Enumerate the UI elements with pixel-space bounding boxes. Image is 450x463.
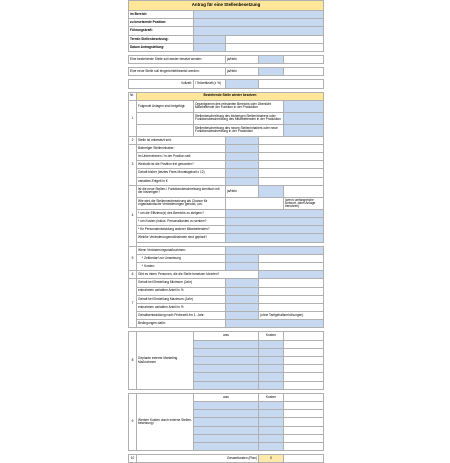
form-table <box>128 0 324 463</box>
row-input[interactable] <box>226 303 259 311</box>
total-label: Gesamtkosten (Plan) <box>137 455 259 463</box>
row-label: Gehalt bei Einstellung Minimum (Jahr) <box>137 279 226 287</box>
row-label: Welche Veränderungsmaßnahmen sind geplant? <box>137 234 226 242</box>
row-answer[interactable]: ja/Nein <box>226 185 259 197</box>
cost-amount-input[interactable] <box>259 410 284 418</box>
form-row <box>129 197 324 209</box>
field-row-fuehrungskraft <box>129 27 324 35</box>
row-input[interactable] <box>226 177 259 185</box>
cost-amount-input[interactable] <box>259 381 284 389</box>
cost-col-what: was <box>194 393 259 401</box>
row-label: Gehalt bisher (letztes Fixes Monatsgehalt x 12) <box>137 169 226 177</box>
choice-row-existing <box>129 55 324 63</box>
field-label: Führungskraft: <box>129 27 194 35</box>
row-number: 1 <box>129 100 137 136</box>
row-label: Folgende Anlagen sind beigefügt: <box>137 100 194 112</box>
row-input[interactable] <box>226 226 324 234</box>
row-input[interactable] <box>226 287 259 295</box>
teilzeit-input[interactable] <box>226 80 259 88</box>
attachment-checkbox[interactable] <box>284 100 324 112</box>
row-label: * für Personalentwicklung anderer Mitarbeitenden? <box>137 226 226 234</box>
form-row <box>129 303 324 311</box>
row-label: Ist die neue Stellen-/ Funktionsbeschreibung identisch mit der bisherigen? <box>137 185 226 197</box>
row-input[interactable] <box>226 161 259 169</box>
form-row <box>129 254 324 262</box>
row-label: entnahmen variablen Anteil in % <box>137 303 226 311</box>
row-label: Stelle ist unbesetzt seit: <box>137 136 226 144</box>
attachment-option: Organigramm des relevanten Bereichs oder Übersicht Mitarbeitende der Funktion in der Produktion <box>194 100 284 112</box>
cost-block-header: 9 Werben Kosten durch externe Stellen-besetzung! was Kosten <box>129 393 324 401</box>
row-label: im Unternehmen / in der Position seit: <box>137 153 226 161</box>
field-label: zu besetzende Position: <box>129 19 194 27</box>
field-input-bereich[interactable] <box>194 11 324 19</box>
form-row <box>129 161 324 169</box>
cost-amount-input[interactable] <box>259 401 284 409</box>
cost-what-input[interactable] <box>194 442 259 450</box>
row-input[interactable] <box>226 279 259 287</box>
form-row: 7 Gehalt bei Einstellung Minimum (Jahr) <box>129 279 324 287</box>
choice-row-new <box>129 68 324 76</box>
row-input[interactable] <box>226 209 324 217</box>
row-input[interactable] <box>226 218 324 226</box>
choice-answer[interactable]: ja/Nein <box>226 68 259 76</box>
row-label: Wenn Veränderungsmaßnahmen: <box>137 246 226 254</box>
cost-col-cost: Kosten <box>259 393 284 401</box>
row-label: Gehaltsentwicklung nach Probezeit /im 1. Jahr: <box>137 312 226 320</box>
cost-amount-input[interactable] <box>259 348 284 356</box>
cost-col-what: was <box>194 332 259 340</box>
attachments-row-1 <box>129 100 324 112</box>
attachment-checkbox[interactable] <box>284 112 324 124</box>
teilzeit-label: / Teilzeitkraft (x %) <box>194 80 226 88</box>
row-input[interactable] <box>226 169 259 177</box>
row-input[interactable] <box>226 153 259 161</box>
nr-header: Nr. <box>129 92 137 100</box>
form-row <box>129 226 324 234</box>
form-row <box>129 295 324 303</box>
cost-amount-input[interactable] <box>259 340 284 348</box>
cost-what-input[interactable] <box>194 340 259 348</box>
field-label: Termin Stellenbesetzung: <box>129 35 194 43</box>
form-row <box>129 234 324 242</box>
row-input[interactable] <box>226 295 259 303</box>
form-row <box>129 262 324 270</box>
cost-what-input[interactable] <box>194 381 259 389</box>
field-input-termin[interactable] <box>194 35 226 43</box>
row-input[interactable] <box>226 262 259 270</box>
row-input[interactable] <box>226 312 259 320</box>
cost-amount-input[interactable] <box>259 365 284 373</box>
row-input[interactable] <box>226 320 324 328</box>
cost-col-cost: Kosten <box>259 332 284 340</box>
row-input[interactable] <box>226 144 259 152</box>
cost-amount-input[interactable] <box>259 442 284 450</box>
cost-block-label: Werben Kosten durch externe Stellen-besetzung! <box>137 393 194 450</box>
row-label: Gehalt bei Einstellung Maximum (Jahr) <box>137 295 226 303</box>
row-label: Gibt es intern Personen, die die Stelle besetzen könnten? <box>137 271 259 279</box>
form-row: 5 Wenn Veränderungsmaßnahmen: <box>129 246 324 254</box>
form-row: 3 Bisheriger Stelleninhaber: <box>129 144 324 152</box>
form-row: 6 Gibt es intern Personen, die die Stelle besetzen könnten? <box>129 271 324 279</box>
form-row <box>129 218 324 226</box>
field-label: Datum Antragstellung: <box>129 43 194 51</box>
section-title: Bestehende Stelle wieder besetzen <box>137 92 324 100</box>
field-row-termin <box>129 35 324 43</box>
cost-what-input[interactable] <box>194 418 259 426</box>
row-label: * um Kosten (inklus. Personalkosten zu senken? <box>137 218 226 226</box>
form-row <box>129 287 324 295</box>
total-row: 10 Gesamtkosten (Plan) 0 <box>129 455 324 463</box>
cost-amount-input[interactable] <box>259 357 284 365</box>
cost-what-input[interactable] <box>194 401 259 409</box>
cost-what-input[interactable] <box>194 365 259 373</box>
application-form-sheet <box>128 0 323 461</box>
attachment-option: Stellenbeschreibung des neuen Stelleninhabers oder neue Funktionsbeschreibung in der Produktion <box>194 124 284 136</box>
form-row: 4 Ist die neue Stellen-/ Funktionsbeschreibung identisch mit der bisherigen? ja/Nein <box>129 185 324 197</box>
row-input[interactable] <box>226 234 324 242</box>
row-label: Bedingungen dafür: <box>137 320 226 328</box>
row-label: entnahmen variablen Anteil in % <box>137 287 226 295</box>
row-label: variables Entgelt in € <box>137 177 226 185</box>
form-row <box>129 320 324 328</box>
row-label: * Kosten: <box>137 262 226 270</box>
choice-label: Eine bestehende Stelle soll wieder besetzt werden: <box>129 55 226 63</box>
field-input-datum[interactable] <box>194 43 226 51</box>
attachment-option: Stellenbeschreibung des bisherigen Stelleninhabers oder Funktionsbeschreibung des Mitarbeitenden in der Produktion <box>194 112 284 124</box>
vollzeit-row <box>129 80 324 88</box>
cost-what-input[interactable] <box>194 434 259 442</box>
row-input[interactable] <box>226 246 324 254</box>
cost-what-input[interactable] <box>194 348 259 356</box>
form-row <box>129 177 324 185</box>
field-row-position <box>129 19 324 27</box>
choice-answer[interactable]: ja/Nein <box>226 55 259 63</box>
form-row <box>129 153 324 161</box>
row-label: * Zeitbedarf zur Umsetzung <box>137 254 226 262</box>
row-note: (ohne Tarifgehaltserhöhungen) <box>259 312 324 320</box>
attachments-row-2 <box>129 112 324 124</box>
choice-input[interactable] <box>259 68 284 76</box>
total-value: 0 <box>259 455 284 463</box>
row-label: Wie wird die Stellenneubesetzung als Chance für organisatorische Veränderungen genutzt, um: <box>137 197 226 209</box>
form-row <box>129 312 324 320</box>
field-row-datum <box>129 43 324 51</box>
vollzeit-label: Vollzeit: <box>129 80 194 88</box>
attachments-row-3 <box>129 124 324 136</box>
row-input[interactable] <box>226 136 259 144</box>
cost-amount-input[interactable] <box>259 426 284 434</box>
row-input[interactable] <box>259 271 324 279</box>
field-label: im Bereich: <box>129 11 194 19</box>
row-input[interactable] <box>226 254 259 262</box>
cost-what-input[interactable] <box>194 373 259 381</box>
field-row-bereich <box>129 11 324 19</box>
row-label: Weshalb ist die Position frei geworden? <box>137 161 226 169</box>
cost-what-input[interactable] <box>194 357 259 365</box>
choice-input[interactable] <box>259 55 284 63</box>
choice-label: Eine neue Stelle soll eingerichtet/besetzt werden: <box>129 68 226 76</box>
row-input[interactable] <box>259 185 284 197</box>
form-row <box>129 169 324 177</box>
row-label: Bisheriger Stelleninhaber: <box>137 144 226 152</box>
form-row: 2 Stelle ist unbesetzt seit: <box>129 136 324 144</box>
cost-what-input[interactable] <box>194 410 259 418</box>
cost-block-header: 8 Geplante externe Marketing Maßnahmen was Kosten <box>129 332 324 340</box>
cost-amount-input[interactable] <box>259 418 284 426</box>
section-header-row <box>129 92 324 100</box>
cost-what-input[interactable] <box>194 426 259 434</box>
form-row <box>129 209 324 217</box>
form-title: Antrag für eine Stellenbesetzung <box>129 1 324 11</box>
field-input-position[interactable] <box>194 19 324 27</box>
attachment-checkbox[interactable] <box>284 124 324 136</box>
row-note: (wenn umfangreiche Antwort, dann Anlage benutzen) <box>284 197 324 209</box>
cost-amount-input[interactable] <box>259 434 284 442</box>
cost-amount-input[interactable] <box>259 373 284 381</box>
field-input-fuehrungskraft[interactable] <box>194 27 324 35</box>
cost-block-label: Geplante externe Marketing Maßnahmen <box>137 332 194 389</box>
row-label: * um die Effizienz(z) des Bereichs zu steigern? <box>137 209 226 217</box>
